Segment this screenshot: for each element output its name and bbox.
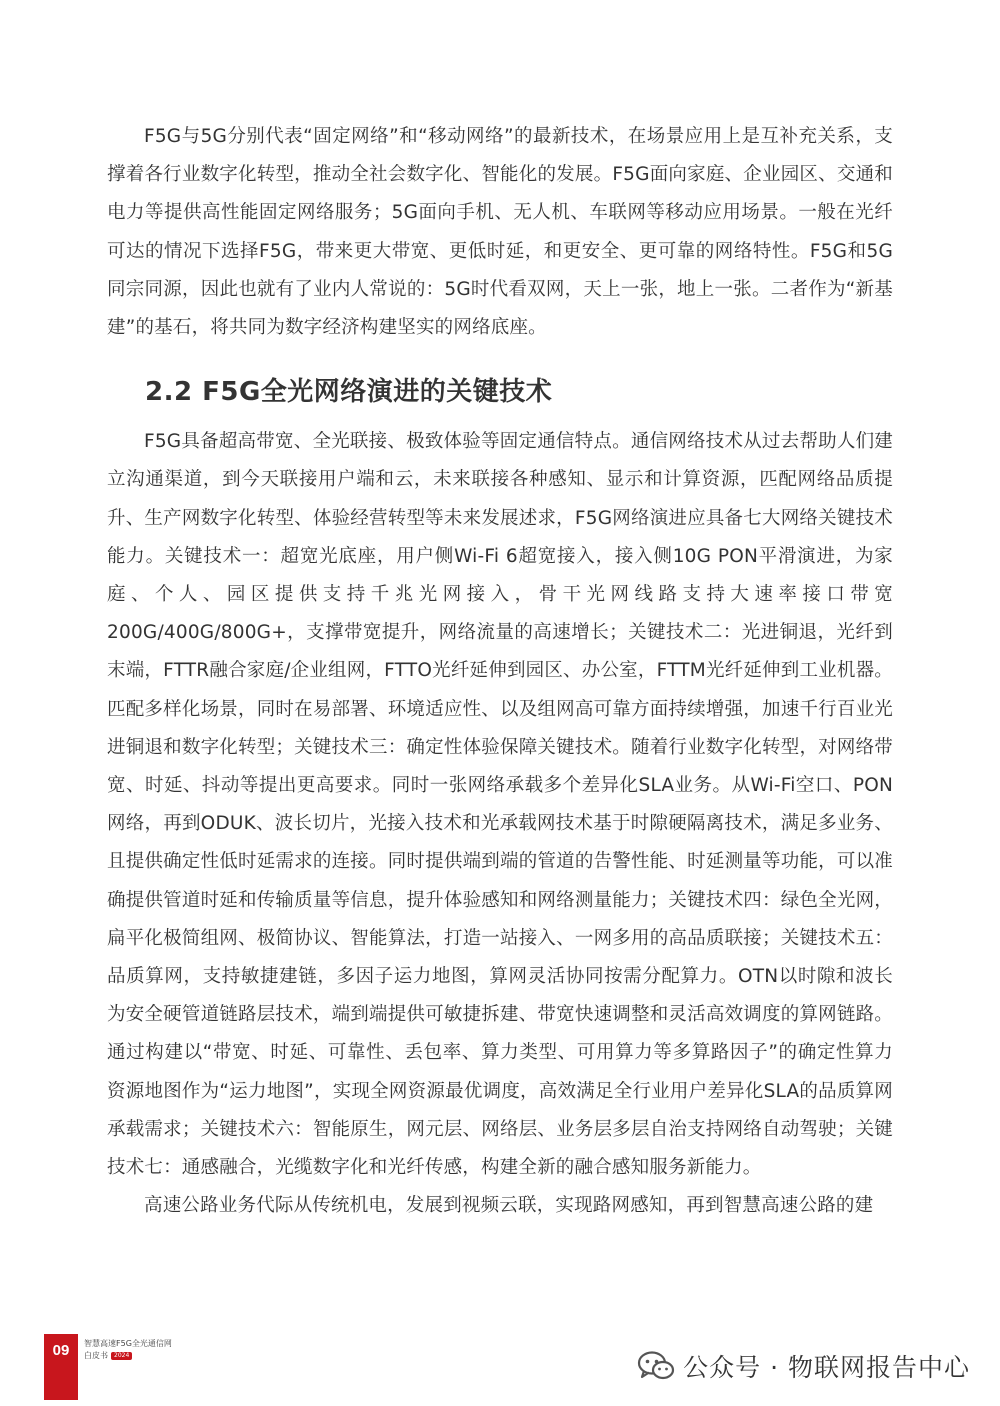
doc-subtitle-row (84, 1350, 172, 1362)
document-meta (84, 1338, 172, 1362)
page-number-tab (44, 1334, 78, 1400)
document-body (107, 118, 893, 1225)
wechat-icon (637, 1350, 675, 1382)
version-badge: 2024 (111, 1352, 132, 1360)
page-number: 09 (52, 1342, 70, 1359)
section-paragraph: 高速公路业务代际从传统机电，发展到视频云联，实现路网感知，再到智慧高速公路的建 (144, 1195, 874, 1217)
section-paragraph: F5G具备超高带宽、全光联接、极致体验等固定通信特点。通信网络技术从过去帮助人们建立沟通渠道，到今天联接用户端和云，未来联接各种感知、显示和计算资源，匹配网络品质提升、生产网数字化转型、体验经营转型等未来发展述求，F5G网络演进应具备七大网络关键技术能力。关键技术一：超宽光底座，用户侧Wi-Fi 6超宽接入，接入侧10G PON平滑演进，为家庭、个人、园区提供支持千兆光网接入，骨干光网线路支持大速率接口带宽200G/400G/800G+，支撑带宽提升，网络流量的高速增长；关键技术二：光进铜退，光纤到末端，FTTR融合家庭/企业组网，FTTO光纤延伸到园区、办公室，FTTM光纤延伸到工业机器。匹配多样化场景，同时在易部署、环境适应性、以及组网高可靠方面持续增强，加速千行百业光进铜退和数字化转型；关键技术三：确定性体验保障关键技术。随着行业数字化转型，对网络带宽、时延、抖动等提出更高要求。同时一张网络承载多个差异化SLA业务。从Wi-Fi空口、PON网络，再到ODUK、波长切片，光接入技术和光承载网技术基于时隙硬隔离技术，满足多业务、且提供确定性低时延需求的连接。同时提供端到端的管道的告警性能、时延测量等功能，可以准确提供管道时延和传输质量等信息，提升体验感知和网络测量能力；关键技术四：绿色全光网，扁平化极简组网、极简协议、智能算法，打造一站接入、一网多用的高品质联接；关键技术五：品质算网，支持敏捷建链，多因子运力地图，算网灵活协同按需分配算力。OTN以时隙和波长为安全硬管道链路层技术，端到端提供可敏捷拆建、带宽快速调整和灵活高效调度的算网链路。通过构建以“带宽、时延、可靠性、丢包率、算力类型、可用算力等多算路因子”的确定性算力资源地图作为“运力地图”，实现全网资源最优调度，高效满足全行业用户差异化SLA的品质算网承载需求；关键技术六：智能原生，网元层、网络层、业务层多层自治支持网络自动驾驶；关键技术七：通感融合，光缆数字化和光纤传感，构建全新的融合感知服务新能力。 (107, 431, 893, 1179)
section-heading: 2.2 F5G全光网络演进的关键技术 (145, 377, 553, 408)
doc-title: 智慧高速F5G全光通信网 (84, 1339, 172, 1348)
watermark-text: 公众号 · 物联网报告中心 (683, 1353, 970, 1382)
page-footer (0, 1326, 1000, 1406)
doc-subtitle: 白皮书 (84, 1351, 108, 1360)
intro-paragraph: F5G与5G分别代表“固定网络”和“移动网络”的最新技术，在场景应用上是互补充关系，支撑着各行业数字化转型，推动全社会数字化、智能化的发展。F5G面向家庭、企业园区、交通和电力等提供高性能固定网络服务；5G面向手机、无人机、车联网等移动应用场景。一般在光纤可达的情况下选择F5G，带来更大带宽、更低时延，和更安全、更可靠的网络特性。F5G和5G同宗同源，因此也就有了业内人常说的：5G时代看双网，天上一张，地上一张。二者作为“新基建”的基石，将共同为数字经济构建坚实的网络底座。 (107, 126, 893, 339)
wechat-watermark (637, 1348, 970, 1384)
